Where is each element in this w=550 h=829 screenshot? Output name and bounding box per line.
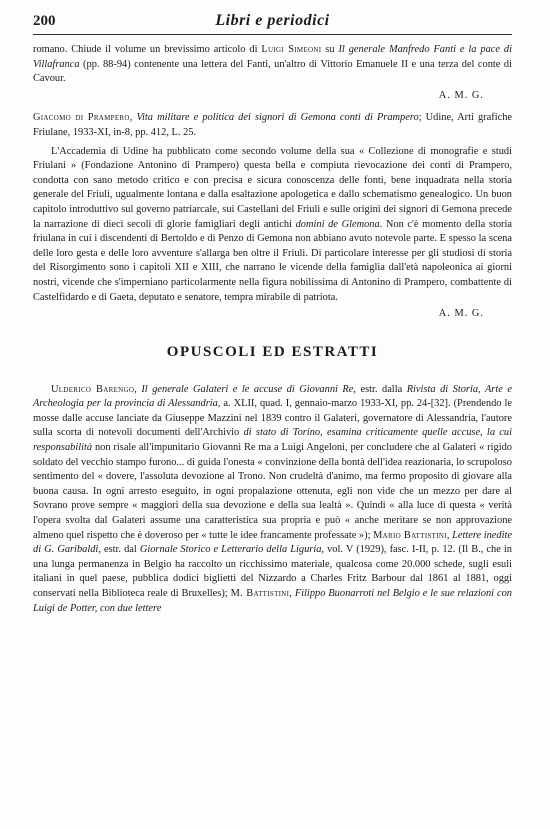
text: , vol. V (1929), fasc. I-II, p. 12. (Il B., che in una lunga permanenza in Belgio ha raccolto un ricchissimo materiale, qualcosa come 20.000 schede, sugli esuli italiani in quel paese, pubblica dodici biglietti del Nizzardo a Charles Fritz Barbour dal 1861 al 1881, oggi conservati nella Biblioteca reale di Bruxelles);	[33, 544, 512, 599]
pamphlet-title: Il generale Galateri e le accuse di Giovanni Re	[141, 383, 354, 395]
pamphlet-title: Filippo Buonarroti nel Belgio e le sue relazioni con Luigi de Potter, con due lettere	[33, 588, 512, 614]
text: , estr. dal	[98, 544, 140, 556]
text: ,	[446, 529, 453, 541]
pamphlet-entry	[33, 383, 512, 617]
author-name: Mario Battistini	[373, 529, 447, 541]
page-number: 200	[33, 13, 56, 29]
text: , estr. dalla	[353, 383, 407, 395]
text: su	[321, 44, 339, 55]
running-head	[33, 12, 512, 35]
publisher-info: ; Udine, Arti grafiche Friulane, 1933-XI, in-8, pp. 412, L. 25.	[33, 112, 513, 138]
journal-title: Rivista di Storia, Arte e Archeologia per la provincia di Alessandria	[33, 383, 512, 410]
text: non risale all'impunitario Giovanni Re ma a Luigi Angeloni, per concludere che al Galateri « rigido soldato del vecchio stampo furono... di guida l'onesta « convinzione della bontà dell'idea reazionaria, lo scrupoloso sentimento del « dovere, l'assoluta devozione al Trono. Non crudeltà d'animo, ma fermo proposito di giovare alla buona causa. In ogni arresto eseguito, in ogni propalazione ottenuta, egli non vide che un mezzo per dare al Sovrano prove sempre « maggiori della sua devozione e della sua lealtà ». Quindi « alla luce di questa « verità l'opera svolta dal Galateri assume una caratteristica sua propria e può « anche meritare se non approvazione almeno quel rispetto che è doveroso per « tutte le idee francamente professate »);	[33, 442, 512, 541]
author-name: Giacomo di Prampero	[33, 112, 130, 124]
text: . Non c'è momento della storia friulana in cui i discendenti di Bertoldo e di Penzo di Gemona non abbiano avuto notevole parte. E spesso la scena delle loro gesta e delle loro avventure s'allarga ben oltre il Friuli. Di particolare interesse per gli studiosi di storia del Risorgimento sono i capitoli XII e XIII, che narrano le vicende della famiglia dall'età napoleonica ai giorni nostri, vicende che s'imperniano particolarmente nella figura nobilissima di Antonino di Prampero, combattente di Castelfidardo e di Gaeta, deputato e senatore, tempra mirabile di patriota.	[33, 218, 512, 303]
running-title: Libri e periodici	[215, 12, 330, 29]
text: , a. XLII, quad. I, gennaio-marzo 1933-XI, pp. 24-[32]. (Prendendo le mosse dalle accuse lanciate da Giuseppe Mazzini nel 1839 contro il Galateri, governatore di Alessandria, l'autore sulla scorta di notevoli documenti dell'Archivio	[33, 398, 512, 439]
text: (pp. 88-94) contenente una lettera del Fanti, un'altro di Vittorio Emanuele II e una terza del conte di Cavour.	[33, 58, 512, 85]
journal-title: Giornale Storico e Letterario della Liguria	[139, 544, 322, 556]
archive-phrase: di stato di Torino, esamina criticamente quelle accuse, la cui responsabilità	[33, 427, 512, 454]
text: L'Accademia di Udine ha pubblicato come secondo volume della sua « Collezione di monografie e studi Friulani » (Fondazione Antonino di Prampero) questa bella e compiuta rievocazione dei conti di Prampero, condotta con sano metodo critico e con precisa e sicura conoscenza delle fonti, bene inquadrata nella storia generale del Friuli, ugualmente lontana e dalla esaltazione apologetica e dallo schematismo genealogico. Un buon capitolo introduttivo sul governo patriarcale, sui Castellani del Friuli e sulle origini dei signori di Gemona precede la narrazione di dieci secoli di glorie famigliari degli antichi	[33, 145, 512, 230]
review-continuation	[33, 43, 512, 87]
review-signature: A. M. G.	[438, 308, 484, 320]
text: ,	[134, 383, 142, 395]
review-body	[33, 145, 512, 306]
book-title: Vita militare e politica dei signori di Gemona conti di Prampero	[136, 112, 419, 124]
author-name: M. Battistini	[230, 588, 290, 599]
text: romano. Chiude il volume un brevissimo articolo di	[33, 44, 262, 55]
article-title: Il generale Manfredo Fanti e la pace di Villafranca	[33, 44, 512, 70]
section-title: OPUSCOLI ED ESTRATTI	[166, 343, 379, 360]
author-name: Ulderico Barengo	[51, 383, 135, 395]
text: ,	[289, 588, 295, 599]
review-citation	[33, 111, 512, 140]
author-name: Luigi Simeoni	[261, 44, 322, 55]
review-signature: A. M. G.	[438, 89, 484, 101]
latin-phrase: domini de Glemona	[295, 218, 380, 230]
text: ,	[129, 112, 137, 124]
pamphlet-title: Lettere inedite di G. Garibaldi	[33, 529, 512, 556]
